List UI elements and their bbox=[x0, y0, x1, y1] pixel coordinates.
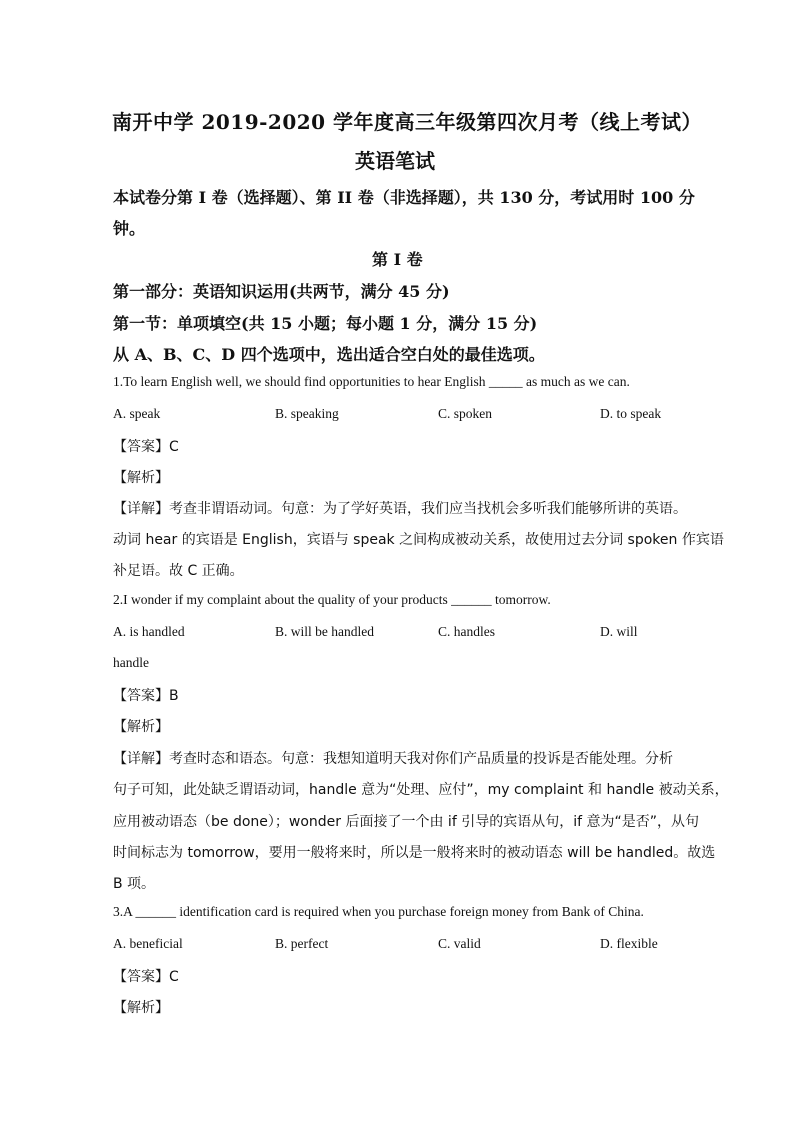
section-instruction: 从 A、B、C、D 四个选项中，选出适合空白处的最佳选项。 bbox=[113, 345, 545, 364]
explanation-line: 动词 hear 的宾语是 English，宾语与 speak 之间构成被动关系，故使用过去分词 spoken 作宾语 bbox=[113, 532, 724, 548]
explanation-line: 应用被动语态（be done）；wonder 后面接了一个由 if 引导的宾语从句，if 意为“是否”，从句 bbox=[113, 814, 699, 830]
exam-intro-line1: 本试卷分第 I 卷（选择题）、第 II 卷（非选择题），共 130 分，考试用时 100 分 bbox=[113, 188, 695, 207]
option-a: A. speak bbox=[113, 406, 161, 421]
page-subtitle: 英语笔试 bbox=[355, 149, 435, 173]
question-stem: 1.To learn English well, we should find opportunities to hear English _____ as much as we can. bbox=[113, 374, 630, 389]
section-heading: 第一节：单项填空(共 15 小题；每小题 1 分，满分 15 分) bbox=[113, 314, 538, 333]
question-stem: 2.I wonder if my complaint about the quality of your products ______ tomorrow. bbox=[113, 592, 551, 607]
explanation-line: B 项。 bbox=[113, 876, 156, 892]
answer-label: 【答案】C bbox=[113, 969, 179, 985]
option-a: A. beneficial bbox=[113, 936, 183, 951]
explanation-line: 【详解】考查非谓语动词。句意：为了学好英语，我们应当找机会多听我们能够所讲的英语。 bbox=[113, 501, 687, 517]
option-b: B. perfect bbox=[275, 936, 329, 951]
option-b: B. will be handled bbox=[275, 624, 374, 639]
option-b: B. speaking bbox=[275, 406, 339, 421]
volume-heading: 第 I 卷 bbox=[372, 250, 423, 269]
answer-label: 【答案】C bbox=[113, 439, 179, 455]
option-a: A. is handled bbox=[113, 624, 185, 639]
explanation-line: 补足语。故 C 正确。 bbox=[113, 563, 244, 579]
part-heading: 第一部分：英语知识运用(共两节，满分 45 分) bbox=[113, 282, 450, 301]
analysis-label: 【解析】 bbox=[113, 1000, 169, 1016]
option-d-wrap: handle bbox=[113, 655, 149, 670]
option-c: C. valid bbox=[438, 936, 481, 951]
explanation-line: 【详解】考查时态和语态。句意：我想知道明天我对你们产品质量的投诉是否能处理。分析 bbox=[113, 751, 673, 767]
option-c: C. spoken bbox=[438, 406, 492, 421]
answer-label: 【答案】B bbox=[113, 688, 179, 704]
explanation-line: 句子可知，此处缺乏谓语动词，handle 意为“处理、应付”，my complaint 和 handle 被动关系， bbox=[113, 782, 729, 798]
analysis-label: 【解析】 bbox=[113, 719, 169, 735]
explanation-line: 时间标志为 tomorrow，要用一般将来时，所以是一般将来时的被动语态 will be handled。故选 bbox=[113, 845, 716, 861]
analysis-label: 【解析】 bbox=[113, 470, 169, 486]
question-stem: 3.A ______ identification card is required when you purchase foreign money from Bank of China. bbox=[113, 904, 644, 919]
page-title: 南开中学 2019-2020 学年度高三年级第四次月考（线上考试） bbox=[112, 110, 703, 134]
option-c: C. handles bbox=[438, 624, 495, 639]
option-d: D. to speak bbox=[600, 406, 662, 421]
option-d: D. flexible bbox=[600, 936, 658, 951]
exam-intro-line2: 钟。 bbox=[113, 219, 146, 238]
option-d: D. will bbox=[600, 624, 638, 639]
